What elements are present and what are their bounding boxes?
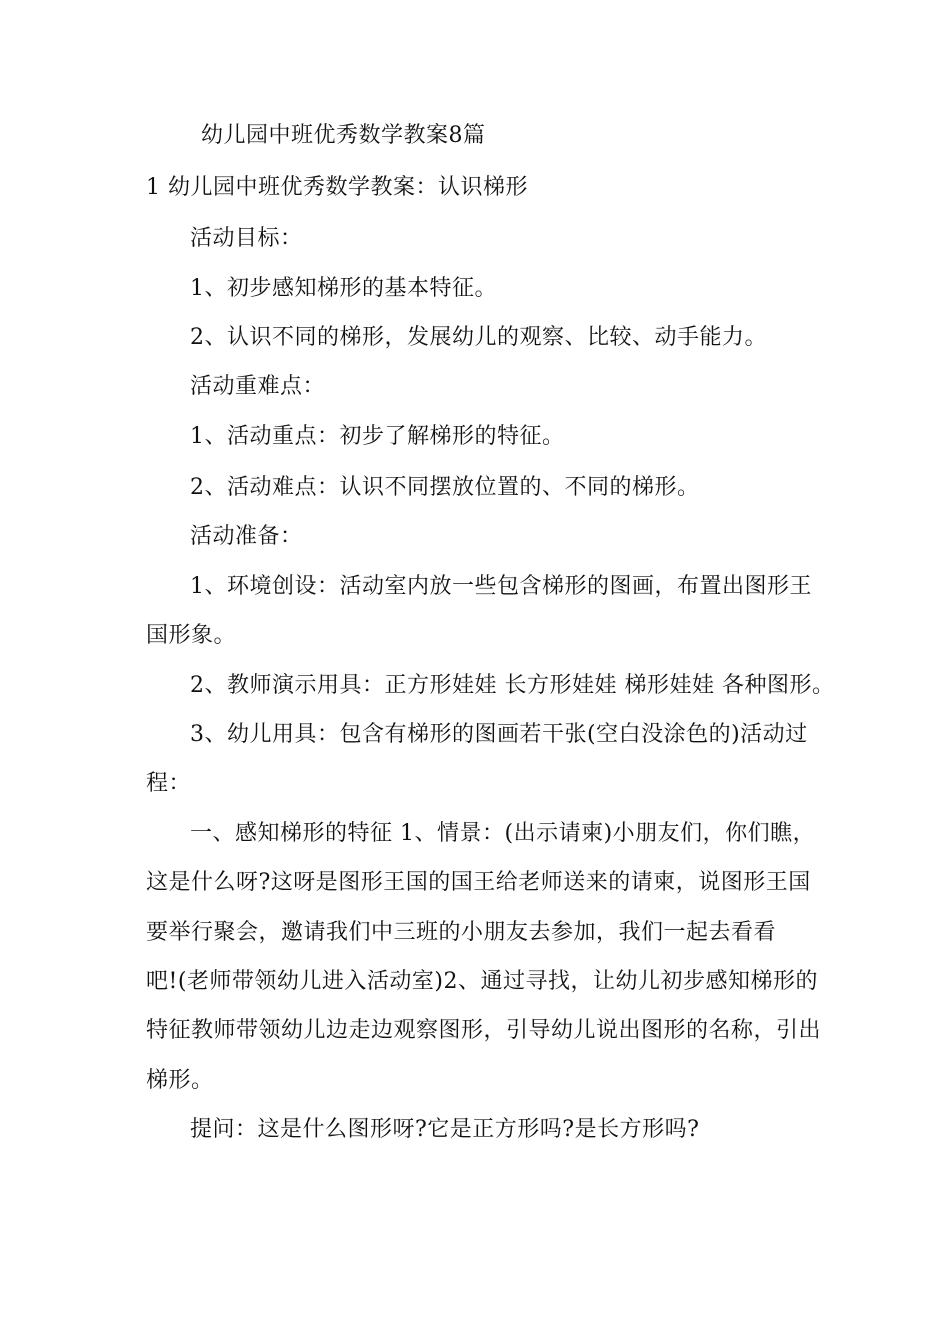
prep-item-1-line-1: 1、环境创设：活动室内放一些包含梯形的图画，布置出图形王 — [190, 574, 812, 599]
prep-item-3-line-1: 3、幼儿用具：包含有梯形的图画若干张(空白没涂色的)活动过 — [190, 722, 808, 747]
goal-item-1: 1、初步感知梯形的基本特征。 — [190, 276, 497, 301]
key-points-heading: 活动重难点： — [190, 374, 326, 399]
prep-item-2: 2、教师演示用具：正方形娃娃 长方形娃娃 梯形娃娃 各种图形。 — [190, 673, 835, 698]
goals-heading: 活动目标： — [190, 226, 303, 251]
process-para-line-3: 要举行聚会，邀请我们中三班的小朋友去参加，我们一起去看看 — [146, 920, 777, 945]
document-title: 幼儿园中班优秀数学教案8篇 — [201, 123, 486, 148]
prep-heading: 活动准备： — [190, 524, 303, 549]
prep-item-1-line-2: 国形象。 — [146, 623, 237, 648]
process-para-line-1: 一、感知梯形的特征 1、情景：(出示请柬)小朋友们，你们瞧， — [190, 821, 816, 846]
prep-item-3-line-2: 程： — [146, 771, 192, 796]
process-para-line-6: 梯形。 — [146, 1068, 214, 1093]
process-para-line-5: 特征教师带领幼儿边走边观察图形，引导幼儿说出图形的名称，引出 — [146, 1018, 822, 1043]
goal-item-2: 2、认识不同的梯形，发展幼儿的观察、比较、动手能力。 — [190, 325, 767, 350]
section-heading: 1 幼儿园中班优秀数学教案：认识梯形 — [146, 175, 528, 200]
process-para-line-4: 吧!(老师带领幼儿进入活动室)2、通过寻找，让幼儿初步感知梯形的 — [146, 969, 819, 994]
process-para-line-2: 这是什么呀?这呀是图形王国的国王给老师送来的请柬，说图形王国 — [146, 870, 811, 895]
key-point-item-1: 1、活动重点：初步了解梯形的特征。 — [190, 424, 565, 449]
key-point-item-2: 2、活动难点：认识不同摆放位置的、不同的梯形。 — [190, 475, 700, 500]
question-line: 提问：这是什么图形呀?它是正方形吗?是长方形吗? — [190, 1117, 700, 1142]
